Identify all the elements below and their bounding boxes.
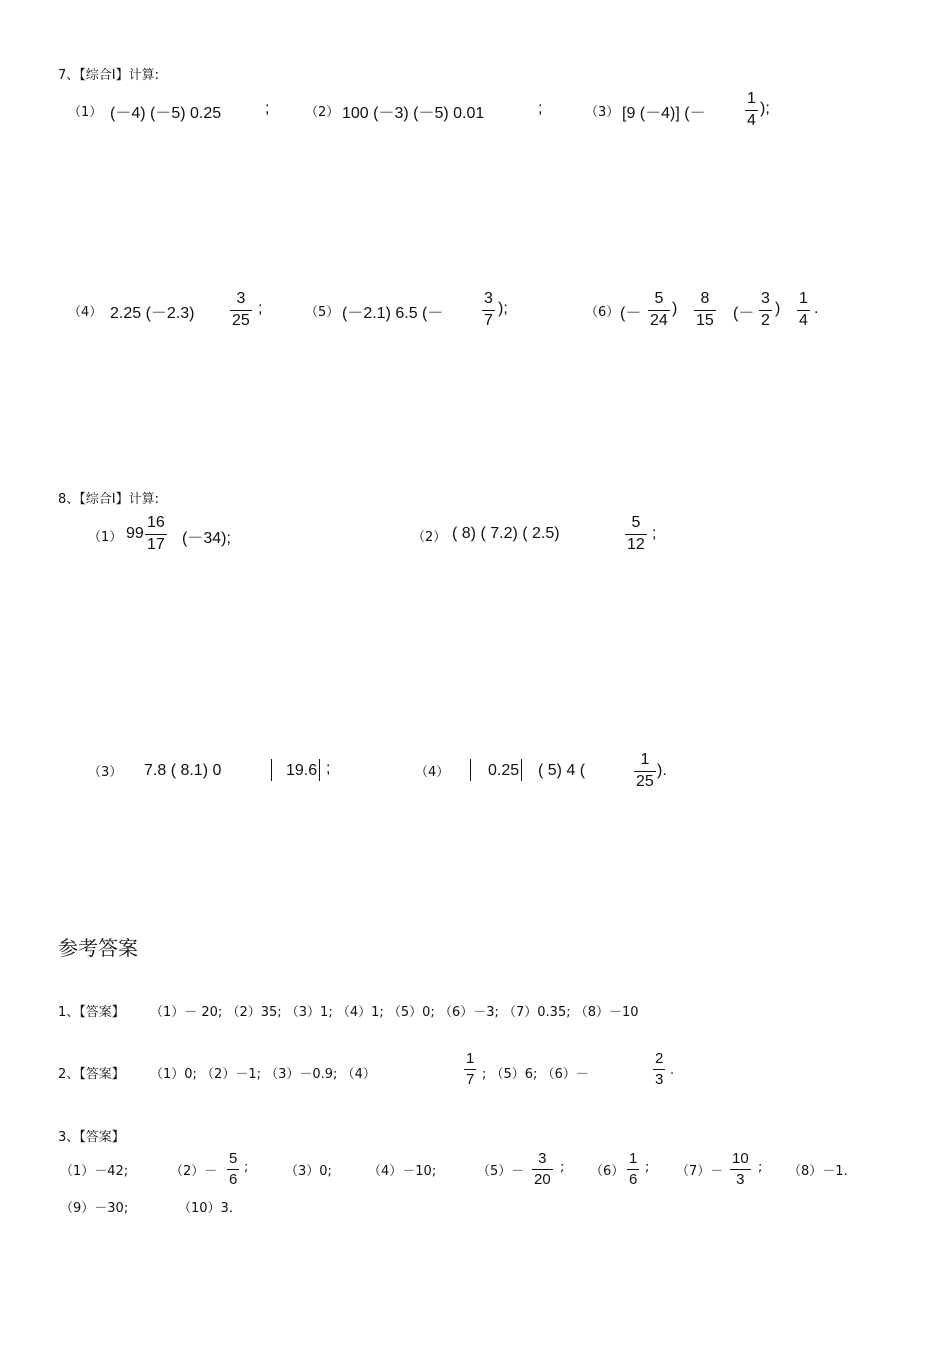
- q8-label: 8、【综合Ⅰ】计算:: [58, 492, 159, 507]
- q8-4-index: （4）: [415, 765, 450, 780]
- denominator: 7: [466, 1071, 475, 1088]
- q7-3-end: );: [760, 100, 770, 117]
- q7-4-index: （4）: [68, 305, 103, 320]
- q7-6-end: .: [814, 300, 819, 317]
- q8-4-absolute-value: 0.25: [488, 762, 520, 779]
- q7-label: 7、【综合Ⅰ】计算:: [58, 68, 159, 83]
- answer-3-part-2: （2）－: [170, 1164, 218, 1179]
- answer-3-part-4: （4）－10;: [368, 1164, 437, 1179]
- numerator: 1: [799, 290, 808, 307]
- answer-1-label: 1、【答案】: [58, 1005, 125, 1020]
- q7-2-index: （2）: [305, 105, 340, 120]
- answer-3-sep-2: ;: [244, 1160, 249, 1175]
- q8-1-fraction: [145, 514, 167, 554]
- answer-3-fraction-6: [627, 1150, 639, 1188]
- numerator: 1: [629, 1150, 638, 1167]
- q7-4-expression: 2.25 (－2.3): [110, 305, 195, 322]
- denominator: 24: [650, 312, 668, 329]
- denominator: 7: [484, 312, 493, 329]
- q7-6-open-a: (－: [620, 305, 642, 322]
- numerator: 1: [640, 751, 650, 768]
- numerator: 3: [538, 1150, 547, 1167]
- q7-6-fraction-d: [797, 290, 810, 330]
- q8-3-absolute-value: 19.6: [286, 762, 318, 779]
- denominator: 25: [636, 773, 654, 790]
- denominator: 2: [761, 312, 770, 329]
- q8-2-fraction: [625, 514, 647, 554]
- numerator: 16: [147, 514, 165, 531]
- q8-3-expression: 7.8 ( 8.1) 0: [144, 762, 222, 779]
- denominator: 15: [696, 312, 714, 329]
- answer-3-sep-7: ;: [758, 1160, 763, 1175]
- answer-3-fraction-7: [730, 1150, 751, 1188]
- q7-4-fraction: [230, 290, 252, 330]
- q7-2-expression: 100 (－3) (－5) 0.01: [342, 105, 485, 122]
- denominator: 6: [229, 1171, 238, 1188]
- denominator: 3: [736, 1171, 745, 1188]
- answer-2-text-a: （1）0; （2）－1; （3）－0.9; （4）: [150, 1067, 376, 1082]
- q8-2-expression: ( 8) ( 7.2) ( 2.5): [452, 525, 560, 542]
- q7-6-index: （6）: [585, 305, 620, 320]
- numerator: 5: [631, 514, 641, 531]
- q7-3-fraction: [745, 90, 758, 130]
- answer-3-sep-5: ;: [560, 1160, 565, 1175]
- q8-1-whole: 99: [126, 525, 144, 542]
- answer-2-fraction-4: [464, 1050, 476, 1088]
- answer-3-part-3: （3）0;: [285, 1164, 332, 1179]
- q8-4-expression: ( 5) 4 (: [538, 762, 586, 779]
- denominator: 6: [629, 1171, 638, 1188]
- numerator: 1: [747, 90, 756, 107]
- q7-5-index: （5）: [305, 305, 340, 320]
- q7-6-fraction-a: [648, 290, 670, 330]
- numerator: 5: [229, 1150, 238, 1167]
- numerator: 5: [654, 290, 664, 307]
- denominator: 12: [627, 536, 645, 553]
- answer-3-fraction-2: [227, 1150, 239, 1188]
- answer-3-part-9: （9）－30;: [60, 1201, 129, 1216]
- numerator: 3: [236, 290, 246, 307]
- q8-2-end: ;: [652, 525, 657, 542]
- numerator: 3: [484, 290, 493, 307]
- answer-3-part-1: （1）－42;: [60, 1164, 129, 1179]
- answer-3-sep-6: ;: [645, 1160, 650, 1175]
- q8-3-index: （3）: [88, 765, 123, 780]
- denominator: 17: [147, 536, 165, 553]
- q8-4-end: ).: [657, 762, 667, 779]
- answer-3-part-7: （7）－: [676, 1164, 724, 1179]
- answer-3-part-10: （10）3.: [178, 1201, 233, 1216]
- q7-1-index: （1）: [68, 105, 103, 120]
- answers-title: 参考答案: [58, 936, 138, 960]
- numerator: 3: [761, 290, 770, 307]
- answer-2-text-b: ; （5）6; （6）－: [482, 1067, 589, 1082]
- answer-3-part-8: （8）－1.: [788, 1164, 848, 1179]
- answer-3-fraction-5: [532, 1150, 553, 1188]
- absolute-value-bar: [271, 759, 272, 781]
- q7-1-expression: (－4) (－5) 0.25: [110, 105, 222, 122]
- denominator: 4: [799, 312, 808, 329]
- answer-2-fraction-6: [653, 1050, 665, 1088]
- denominator: 25: [232, 312, 250, 329]
- q8-1-index: （1）: [88, 530, 123, 545]
- q7-3-expression: [9 (－4)] (－: [622, 105, 706, 122]
- answer-3-part-6: （6）: [590, 1164, 625, 1179]
- q7-6-fraction-c: [759, 290, 772, 330]
- q7-1-end: ;: [265, 100, 270, 117]
- answer-1-text: （1）－ 20; （2）35; （3）1; （4）1; （5）0; （6）－3; （7）0.35; （8）－10: [150, 1005, 639, 1020]
- absolute-value-bar: [521, 759, 522, 781]
- answer-3-label: 3、【答案】: [58, 1130, 125, 1145]
- q7-3-index: （3）: [585, 105, 620, 120]
- q7-6-close-a: ): [672, 300, 678, 317]
- numerator: 1: [466, 1050, 475, 1067]
- absolute-value-bar: [319, 759, 320, 781]
- q8-3-end: ;: [326, 760, 331, 777]
- q7-5-end: );: [498, 300, 508, 317]
- q7-2-end: ;: [538, 100, 543, 117]
- denominator: 20: [534, 1171, 551, 1188]
- answer-2-text-c: .: [670, 1063, 675, 1078]
- numerator: 10: [732, 1150, 749, 1167]
- q7-6-open-c: (－: [733, 305, 755, 322]
- q8-2-index: （2）: [412, 530, 447, 545]
- q7-5-expression: (－2.1) 6.5 (－: [342, 305, 444, 322]
- denominator: 3: [655, 1071, 664, 1088]
- q8-1-end: (－34);: [182, 530, 231, 547]
- absolute-value-bar: [470, 759, 471, 781]
- q7-6-close-c: ): [775, 300, 781, 317]
- q7-5-fraction: [482, 290, 495, 330]
- q7-6-fraction-b: [694, 290, 716, 330]
- answer-3-part-5: （5）－: [477, 1164, 525, 1179]
- q8-4-fraction: [634, 751, 656, 791]
- answer-2-label: 2、【答案】: [58, 1067, 125, 1082]
- q7-4-end: ;: [258, 300, 263, 317]
- numerator: 2: [655, 1050, 664, 1067]
- denominator: 4: [747, 112, 756, 129]
- numerator: 8: [700, 290, 710, 307]
